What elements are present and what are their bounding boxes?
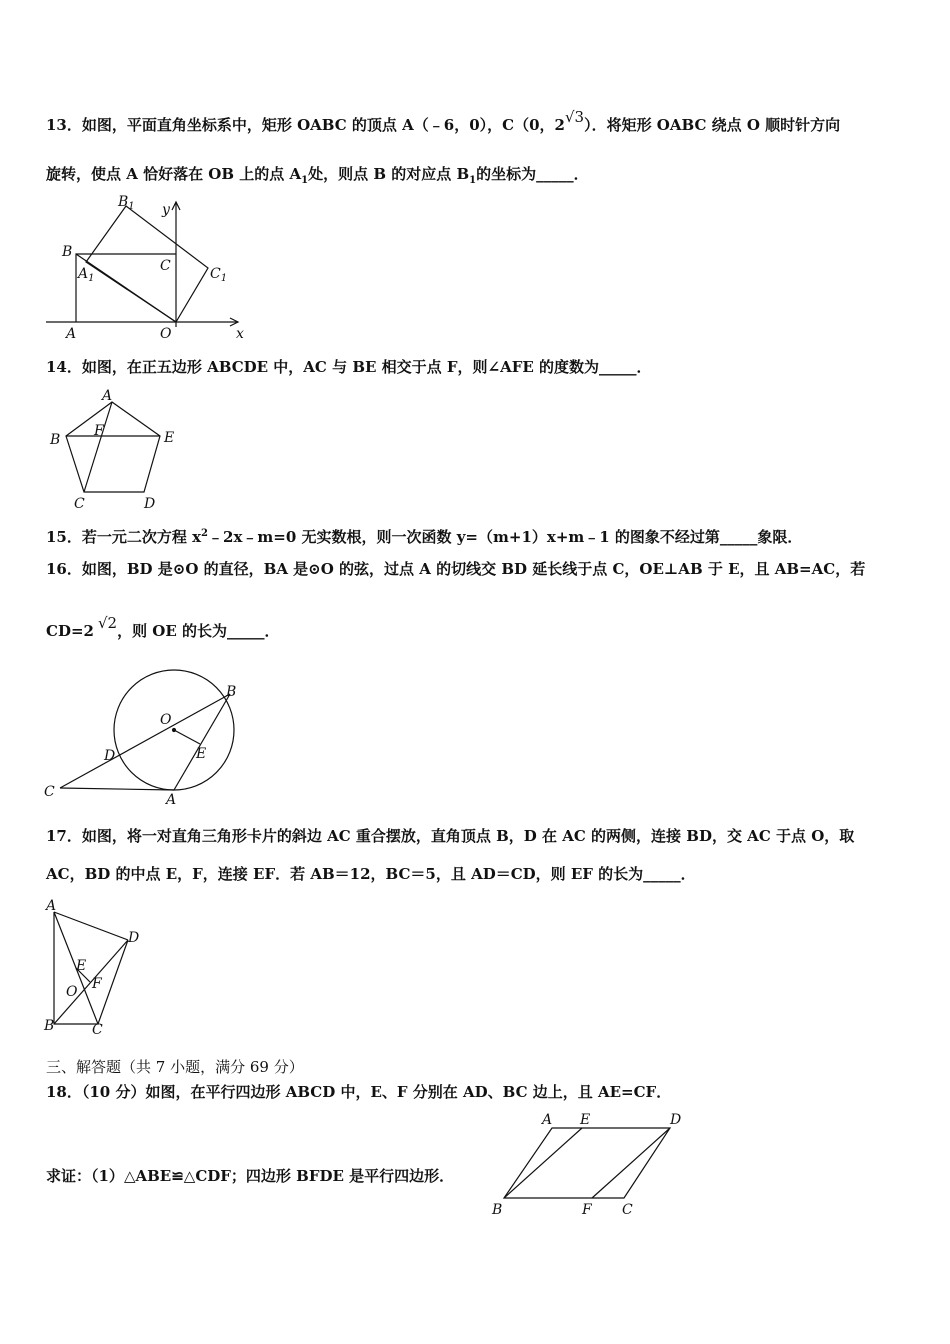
q13-text-a: 13．如图，平面直角坐标系中，矩形 OABC 的顶点 A（﹣6，0），C（0，2 — [46, 116, 565, 134]
q13-label-x: x — [236, 326, 244, 342]
q14-label-c: C — [74, 496, 85, 512]
q14-segment-ac — [84, 402, 112, 492]
q18-line2-text: 求证：（1）△ABE≌△CDF；四边形 BFDE 是平行四边形． — [46, 1167, 455, 1185]
q13-figure — [40, 192, 250, 342]
q18-label-f: F — [582, 1202, 592, 1218]
q16-center-dot — [173, 729, 176, 732]
q17-line2 — [46, 864, 696, 884]
q17-segment-ad — [54, 912, 128, 940]
q16-label-e: E — [196, 746, 207, 762]
q16-label-b: B — [226, 684, 237, 700]
q18-segment-be — [504, 1128, 582, 1198]
q18-label-c: C — [622, 1202, 633, 1218]
q13-label-c: C — [160, 258, 171, 274]
q14-pentagon — [66, 402, 160, 492]
q16-label-o: O — [160, 712, 172, 728]
q17-label-f: F — [92, 976, 102, 992]
q18-parallelogram — [504, 1128, 670, 1198]
q18-figure — [488, 1108, 698, 1220]
q17-line1-text: 17．如图，将一对直角三角形卡片的斜边 AC 重合摆放，直角顶点 B，D 在 AC 的两侧，连接 BD，交 AC 于点 O，取 — [46, 827, 855, 845]
q13-line2-sub2: 1 — [469, 175, 477, 186]
q15-text-a: 15．若一元二次方程 x — [46, 528, 202, 546]
q17-figure — [40, 898, 150, 1040]
q13-label-y: y — [162, 202, 170, 218]
q13-line2-sub: 1 — [301, 175, 309, 186]
q18-label-b: B — [492, 1202, 503, 1218]
q16-label-c: C — [44, 784, 55, 800]
q16-figure — [40, 668, 250, 808]
q17-label-a: A — [46, 898, 57, 914]
q13-label-a: A — [66, 326, 77, 342]
q16-label-a: A — [166, 792, 177, 808]
q17-line1 — [46, 826, 854, 846]
q16-line2-a: CD=2 — [46, 622, 94, 640]
q16-line2 — [46, 614, 280, 641]
q18-line2 — [46, 1166, 454, 1186]
q16-line-ca — [60, 788, 174, 790]
q13-line2-b: 处，则点 B 的对应点 B — [308, 165, 470, 183]
q17-label-o: O — [66, 984, 78, 1000]
q13-label-o: O — [160, 326, 172, 342]
section3-title-text: 三、解答题（共 7 小题，满分 69 分） — [46, 1058, 304, 1076]
q17-label-e: E — [76, 958, 87, 974]
q14-text: 14．如图，在正五边形 ABCDE 中，AC 与 BE 相交于点 F，则∠AFE 的度数为_____． — [46, 358, 652, 376]
q14-label-d: D — [144, 496, 156, 512]
q14-label-f: F — [94, 423, 104, 439]
q13-label-a1: $A_1$ — [78, 266, 95, 284]
q13-line2 — [46, 164, 589, 191]
q14-label-e: E — [164, 430, 175, 446]
q13-line2-a: 旋转，使点 A 恰好落在 OB 上的点 A — [46, 165, 302, 183]
q13-line2-c: 的坐标为_____． — [476, 165, 589, 183]
q14-figure — [46, 388, 186, 513]
q15-sup: 2 — [201, 528, 209, 539]
q13-label-c1: $C_1$ — [210, 266, 228, 284]
q16-chord-ab — [174, 694, 230, 790]
q13-text-b: ）．将矩形 OABC 绕点 O 顺时针方向 — [584, 116, 841, 134]
q18-line1-text: 18．（10 分）如图，在平行四边形 ABCD 中，E、F 分别在 AD、BC 边上，且 AE=CF． — [46, 1083, 672, 1101]
q17-line2-text: AC，BD 的中点 E，F，连接 EF．若 AB＝12，BC＝5，且 AD＝CD，则 EF 的长为_____． — [46, 865, 696, 883]
section3-title — [46, 1057, 304, 1077]
q13-rect-rotated — [86, 206, 208, 322]
q17-label-d: D — [128, 930, 140, 946]
q13-line1 — [46, 108, 841, 135]
q13-sqrt: √3 — [564, 108, 585, 126]
q18-label-a: A — [542, 1112, 553, 1128]
q13-label-b1: $B_1$ — [118, 194, 135, 212]
q14-label-a: A — [102, 388, 113, 404]
q18-label-d: D — [670, 1112, 682, 1128]
q16-line1 — [46, 559, 865, 579]
q18-line1 — [46, 1082, 671, 1102]
q17-segment-bd — [54, 940, 128, 1024]
q16-text: 16．如图，BD 是⊙O 的直径，BA 是⊙O 的弦，过点 A 的切线交 BD 延长线于点 C，OE⊥AB 于 E，且 AB=AC，若 — [46, 560, 866, 578]
q15-line — [46, 524, 802, 547]
q14-line — [46, 357, 652, 377]
q16-label-d: D — [104, 748, 116, 764]
q17-segment-dc — [98, 940, 128, 1024]
q18-label-e: E — [580, 1112, 591, 1128]
q16-line-cb — [60, 694, 230, 788]
q16-sqrt: √2 — [97, 614, 118, 632]
q15-text-b: ﹣2x﹣m=0 无实数根，则一次函数 y=（m+1）x+m﹣1 的图象不经过第_____象限． — [208, 528, 803, 546]
q17-label-b: B — [44, 1018, 55, 1034]
q14-label-b: B — [50, 432, 61, 448]
q16-segment-oe — [174, 730, 200, 744]
q16-line2-b: ，则 OE 的长为_____． — [117, 622, 280, 640]
q13-label-b: B — [62, 244, 73, 260]
q17-label-c: C — [92, 1022, 103, 1038]
